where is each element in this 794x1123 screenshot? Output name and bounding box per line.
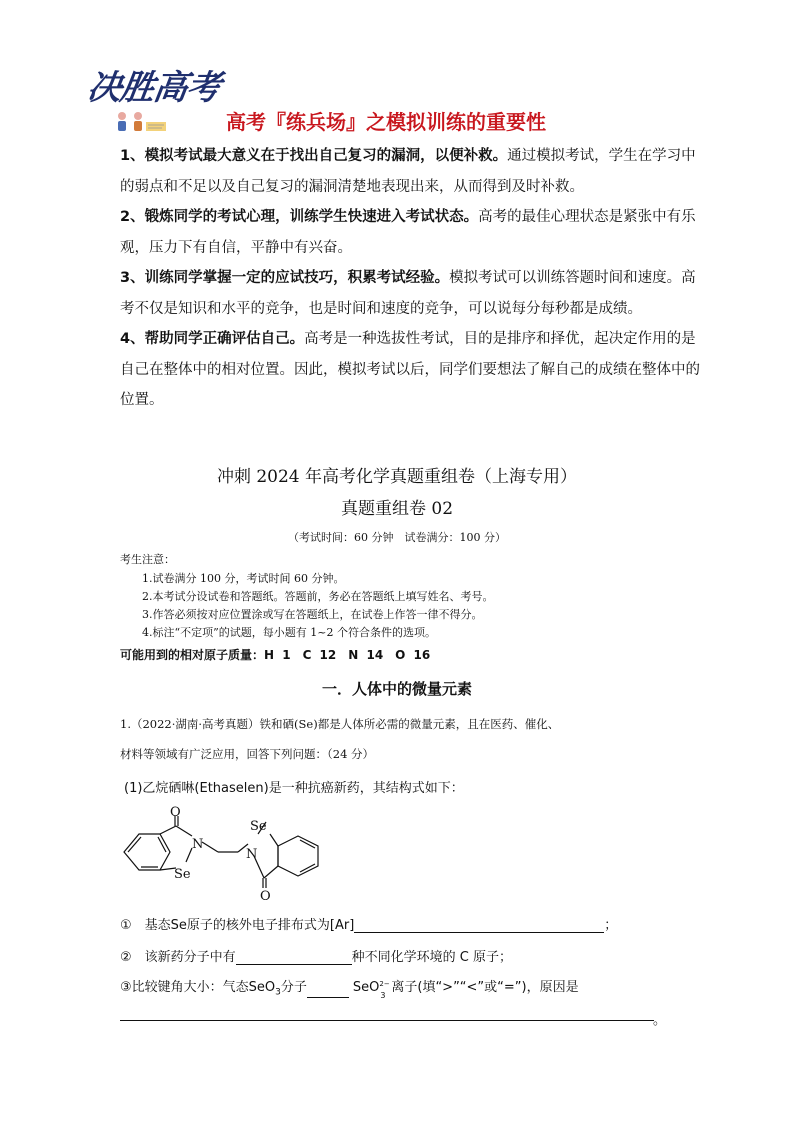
sub-question-1: (1)乙烷硒啉(Ethaselen)是一种抗癌新药，其结构式如下：: [124, 781, 464, 796]
paragraph-1: [120, 141, 700, 202]
atom-se-right: Se: [250, 819, 267, 834]
paragraph-2: [120, 202, 700, 263]
paragraph-4-bold: 4、帮助同学正确评估自己。: [120, 331, 305, 347]
page-title: 高考『练兵场』之模拟训练的重要性: [226, 110, 546, 134]
logo: [84, 58, 223, 138]
item-1-text: ① 基态Se原子的核外电子排布式为[Ar]: [120, 918, 355, 933]
paragraph-4-text: 高考是一种选拔性考试，目的是排序和择优，起决定作用的是自己在整体中的相对位置。因此，模拟考试以后，同学们要想法了解自己的成绩在整体中的位置。: [120, 331, 700, 408]
atom-n-left: N: [192, 837, 204, 852]
paragraph-1-bold: 1、模拟考试最大意义在于找出自己复习的漏洞，以便补救。: [120, 148, 508, 164]
note-item: 2.本考试分设试卷和答题纸。答题前，务必在答题纸上填写姓名、考号。: [142, 590, 494, 603]
item-3-sub: 3: [275, 987, 281, 998]
paragraph-3-bold: 3、训练同学掌握一定的应试技巧，积累考试经验。: [120, 270, 450, 286]
exam-subtitle: 真题重组卷 02: [340, 499, 454, 519]
answer-blank-2[interactable]: [236, 951, 352, 965]
period: 。: [653, 1013, 667, 1028]
paragraph-2-text: 高考的最佳心理状态是紧张中有乐观，压力下有自信，平静中有兴奋。: [120, 209, 696, 256]
item-1: [120, 914, 617, 933]
item-3-ion: SeO: [352, 980, 380, 995]
item-2-text-a: ② 该新药分子中有: [120, 950, 236, 965]
question-line-1: 1.（2022·湖南·高考真题）铁和硒(Se)都是人体所必需的微量元素，且在医药、催化、: [120, 717, 560, 731]
answer-blank-3[interactable]: [307, 984, 349, 998]
ion-charge: [379, 979, 391, 1000]
atom-n-right: N: [246, 847, 258, 862]
section-title: 一．人体中的微量元素: [321, 680, 472, 698]
logo-figures-icon: [112, 108, 172, 136]
paragraph-3-text: 模拟考试可以训练答题时间和速度。高考不仅是知识和水平的竞争，也是时间和速度的竞争，可以说每分每秒都是成绩。: [120, 270, 696, 317]
paragraph-1-text: 通过模拟考试，学生在学习中的弱点和不足以及自己复习的漏洞清楚地表现出来，从而得到及时补救。: [120, 148, 696, 195]
ion-sup: 2−: [379, 979, 390, 988]
item-3-text-a: ③比较键角大小：气态SeO: [120, 980, 276, 995]
ethaselen-structure: [114, 806, 346, 906]
item-3-text-b: 分子: [280, 980, 307, 995]
exam-info: （考试时间：60 分钟 试卷满分：100 分）: [288, 531, 506, 544]
atom-o-top: O: [170, 806, 181, 820]
item-3-text-d: 离子(填“>”“<”或“=”)，原因是: [391, 980, 579, 995]
answer-blank-1[interactable]: [354, 919, 604, 933]
note-item: 1.试卷满分 100 分，考试时间 60 分钟。: [142, 572, 345, 585]
item-3: [120, 976, 579, 998]
note-item: 4.标注“不定项”的试题，每小题有 1~2 个符合条件的选项。: [142, 626, 436, 639]
answer-line[interactable]: [120, 1020, 654, 1021]
notes-heading: 考生注意：: [120, 553, 175, 566]
atom-se-left: Se: [174, 867, 191, 882]
note-item: 3.作答必须按对应位置涂或写在答题纸上，在试卷上作答一律不得分。: [142, 608, 483, 621]
atomic-masses: 可能用到的相对原子质量：H 1 C 12 N 14 O 16: [120, 648, 431, 662]
question-line-2: 材料等领域有广泛应用，回答下列问题：（24 分）: [120, 747, 375, 761]
paragraph-3: [120, 263, 700, 324]
paragraph-4: [120, 324, 700, 416]
atom-o-bottom: O: [260, 889, 271, 904]
exam-title: 冲刺 2024 年高考化学真题重组卷（上海专用）: [216, 467, 578, 487]
item-2: [120, 946, 512, 965]
item-1-end: ；: [604, 918, 618, 933]
logo-text: 决胜高考: [84, 68, 223, 108]
item-2-text-b: 种不同化学环境的 C 原子；: [351, 950, 512, 965]
paragraph-2-bold: 2、锻炼同学的考试心理，训练学生快速进入考试状态。: [120, 209, 479, 225]
ion-sub: 3: [380, 990, 386, 1000]
